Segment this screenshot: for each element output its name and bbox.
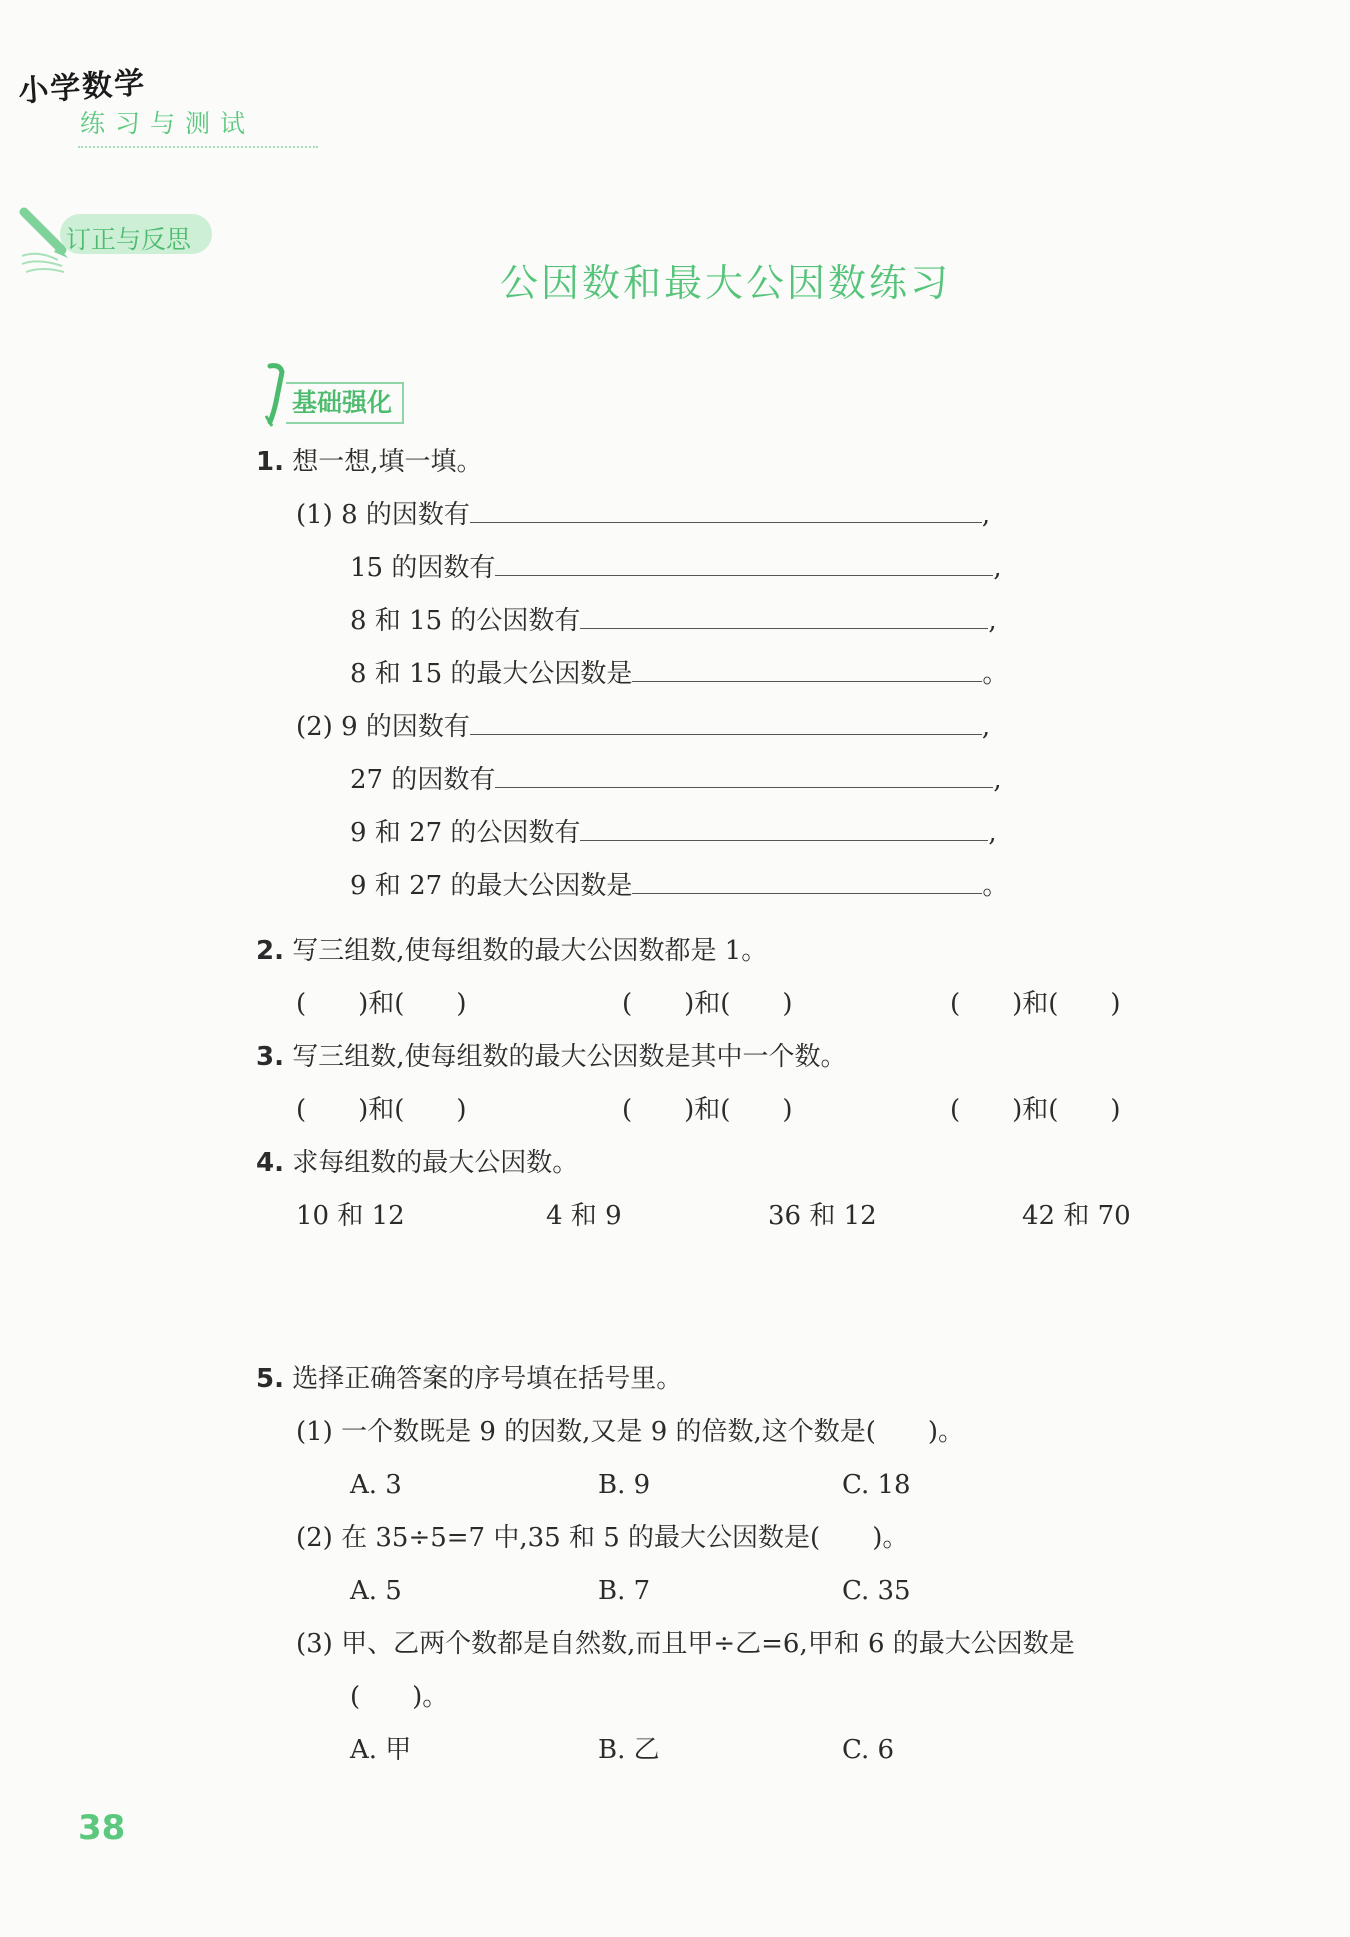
q2-pair-1[interactable]: ( )和( ) xyxy=(296,989,467,1019)
section-tag: 基础强化 xyxy=(286,382,404,424)
answer-blank[interactable] xyxy=(495,765,993,788)
q5-s1-option-b[interactable]: B. 9 xyxy=(598,1470,651,1500)
q4-heading: 4. 求每组数的最大公因数。 xyxy=(256,1148,579,1178)
answer-blank[interactable] xyxy=(495,553,993,576)
brand-subtitle: 练习与测试 xyxy=(80,109,256,138)
q4-group-3: 36 和 12 xyxy=(768,1201,877,1231)
q5-s1-option-c[interactable]: C. 18 xyxy=(842,1470,911,1500)
q5-s3-option-c[interactable]: C. 6 xyxy=(842,1735,895,1765)
answer-blank[interactable] xyxy=(580,606,988,629)
q4-group-2: 4 和 9 xyxy=(546,1201,622,1231)
q1-p1-line4: 8 和 15 的最大公因数是 。 xyxy=(350,659,1009,689)
answer-blank[interactable] xyxy=(580,818,988,841)
q5-s2-option-b[interactable]: B. 7 xyxy=(598,1576,651,1606)
q5-s1-option-a[interactable]: A. 3 xyxy=(350,1470,402,1500)
q1-p2-line3: 9 和 27 的公因数有 , xyxy=(350,818,997,848)
q5-s2-stem: (2) 在 35÷5=7 中,35 和 5 的最大公因数是( )。 xyxy=(296,1523,909,1553)
q2-pair-3[interactable]: ( )和( ) xyxy=(950,989,1121,1019)
q3-heading: 3. 写三组数,使每组数的最大公因数是其中一个数。 xyxy=(256,1042,847,1072)
q3-pair-1[interactable]: ( )和( ) xyxy=(296,1095,467,1125)
q1-number: 1. xyxy=(256,447,284,477)
q1-p2-line4: 9 和 27 的最大公因数是 。 xyxy=(350,871,1009,901)
q1-text: 想一想,填一填。 xyxy=(292,447,483,477)
brand-title: 小学数学 xyxy=(17,65,148,110)
q1-p1-line3: 8 和 15 的公因数有 , xyxy=(350,606,997,636)
q2-pair-2[interactable]: ( )和( ) xyxy=(622,989,793,1019)
answer-blank[interactable] xyxy=(470,500,982,523)
q1-heading xyxy=(256,447,483,477)
q5-s1-stem: (1) 一个数既是 9 的因数,又是 9 的倍数,这个数是( )。 xyxy=(296,1417,965,1447)
q1-p1-line1: (1) 8 的因数有 , xyxy=(296,500,991,530)
q5-s3-option-a[interactable]: A. 甲 xyxy=(350,1735,412,1765)
q5-heading: 5. 选择正确答案的序号填在括号里。 xyxy=(256,1364,683,1394)
page-title: 公因数和最大公因数练习 xyxy=(500,261,952,305)
answer-blank[interactable] xyxy=(470,712,982,735)
q1-p2-line1: (2) 9 的因数有 , xyxy=(296,712,991,742)
q5-s3-stem-cont: ( )。 xyxy=(350,1682,449,1712)
q5-s3-stem: (3) 甲、乙两个数都是自然数,而且甲÷乙=6,甲和 6 的最大公因数是 xyxy=(296,1629,1075,1659)
q1-p1-line2: 15 的因数有 , xyxy=(350,553,1002,583)
q4-group-4: 42 和 70 xyxy=(1022,1201,1131,1231)
answer-blank[interactable] xyxy=(632,659,982,682)
q2-heading: 2. 写三组数,使每组数的最大公因数都是 1。 xyxy=(256,936,768,966)
brand-divider xyxy=(78,146,318,148)
q3-pair-2[interactable]: ( )和( ) xyxy=(622,1095,793,1125)
q3-pair-3[interactable]: ( )和( ) xyxy=(950,1095,1121,1125)
q1-p2-line2: 27 的因数有 , xyxy=(350,765,1002,795)
q5-s3-option-b[interactable]: B. 乙 xyxy=(598,1735,660,1765)
q5-s2-option-a[interactable]: A. 5 xyxy=(350,1576,402,1606)
answer-blank[interactable] xyxy=(632,871,982,894)
reflection-label: 订正与反思 xyxy=(66,225,192,254)
q4-group-1: 10 和 12 xyxy=(296,1201,405,1231)
page-number: 38 xyxy=(78,1808,126,1848)
q5-s2-option-c[interactable]: C. 35 xyxy=(842,1576,911,1606)
